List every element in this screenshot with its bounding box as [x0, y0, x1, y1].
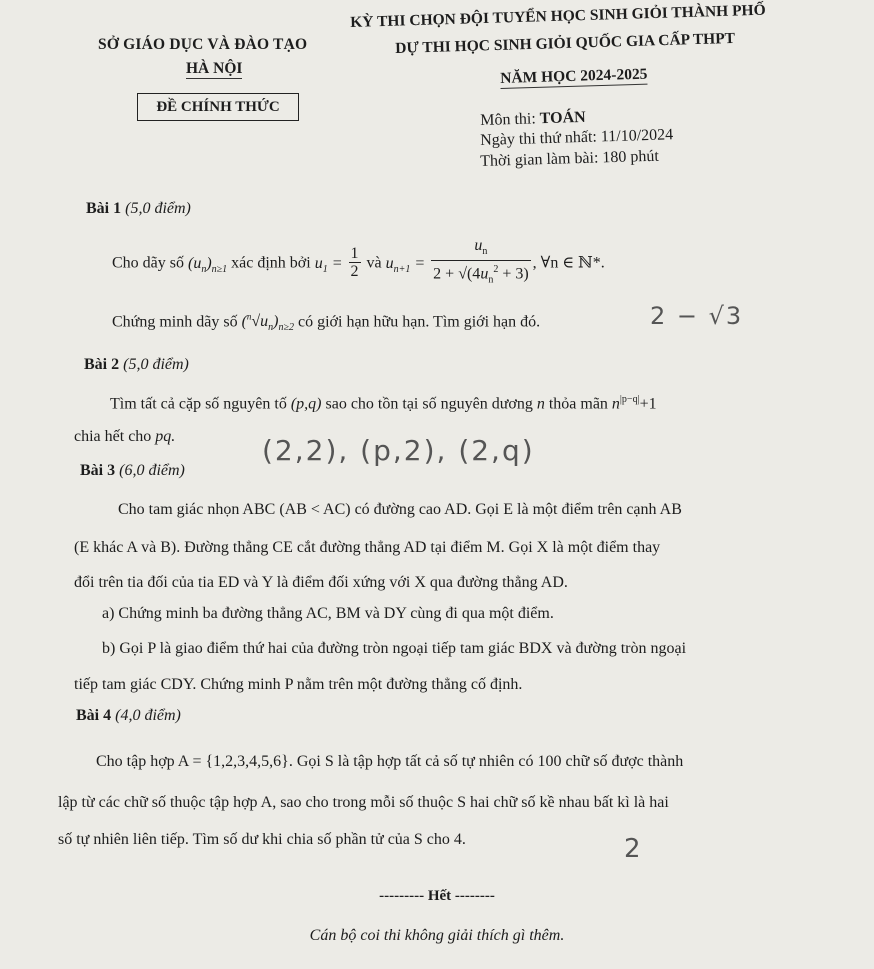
handwritten-answer-4: 2	[624, 834, 643, 864]
school-year: NĂM HỌC 2024-2025	[500, 65, 648, 87]
problem-4-line3: số tự nhiên liên tiếp. Tìm số dư khi chia số phần tử của S cho 4.	[58, 831, 466, 848]
fraction-half: $\frac{1}{2}$	[350, 245, 359, 281]
problem-1-heading: Bài 1 (5,0 điểm)	[86, 200, 191, 217]
problem-3-line1: Cho tam giác nhọn ABC (AB < AC) có đường cao AD. Gọi E là một điểm trên cạnh AB	[118, 501, 682, 518]
official-stamp-box: ĐỀ CHÍNH THỨC	[137, 93, 299, 121]
problem-4-line1: Cho tập hợp A = {1,2,3,4,5,6}. Gọi S là tập hợp tất cả số tự nhiên có 100 chữ số được thành	[96, 753, 684, 770]
department-name: SỞ GIÁO DỤC VÀ ĐÀO TẠO	[98, 36, 308, 53]
proctor-note: Cán bộ coi thi không giải thích gì thêm.	[309, 927, 565, 944]
problem-3-heading: Bài 3 (6,0 điểm)	[80, 462, 185, 479]
problem-3-line3: đổi trên tia đối của tia ED và Y là điểm đối xứng với X qua đường thẳng AD.	[74, 574, 568, 591]
problem-2-line2: chia hết cho pq.	[74, 428, 176, 445]
subject-line: Môn thi: TOÁN	[480, 108, 586, 129]
problem-3-part-b-line1: b) Gọi P là giao điểm thứ hai của đường tròn ngoại tiếp tam giác BDX và đường tròn ngoại	[102, 640, 687, 657]
problem-3-line2: (E khác A và B). Đường thẳng CE cắt đường thẳng AD tại điểm M. Gọi X là một điểm thay	[74, 539, 661, 556]
problem-4-heading: Bài 4 (4,0 điểm)	[76, 707, 181, 724]
problem-1-line2: Chứng minh dãy số $(^n√u_n)_{n\ge 2}$ có giới hạn hữu hạn. Tìm giới hạn đó.	[112, 312, 541, 334]
exam-title-line2: DỰ THI HỌC SINH GIỎI QUỐC GIA CẤP THPT	[395, 29, 736, 57]
exam-title-line1: KỲ THI CHỌN ĐỘI TUYỂN HỌC SINH GIỎI THÀNH PHỐ	[350, 1, 766, 31]
department-city: HÀ NỘI	[186, 60, 243, 77]
problem-4-line2: lập từ các chữ số thuộc tập hợp A, sao cho trong mỗi số thuộc S hai chữ số kề nhau bất kì là hai	[58, 794, 669, 811]
handwritten-answer-2: (2,2), (p,2), (2,q)	[262, 434, 535, 467]
problem-1-line1: Cho dãy số $(u_n)_{n\ge 1}$ xác định bởi $u_1$ = $\frac{1}{2}$ và $u_{n+1}$ = $\frac{u_n}{2 + √(4u_n^2 + 3)}$ , ∀n ∈ ℕ*.	[112, 238, 605, 290]
exam-date: Ngày thi thứ nhất: 11/10/2024	[480, 126, 674, 149]
fraction-recurrence: $\frac{u_n}{2 + √(4u_n^2 + 3)}$	[433, 237, 529, 286]
problem-3-part-b-line2: tiếp tam giác CDY. Chứng minh P nằm trên một đường thẳng cố định.	[74, 676, 523, 693]
handwritten-answer-1: 2 − √3	[650, 302, 744, 330]
problem-2-line1: Tìm tất cả cặp số nguyên tố (p,q) sao cho tồn tại số nguyên dương n thỏa mãn $n^{|p-q|}+1$	[110, 394, 657, 413]
problem-3-part-a: a) Chứng minh ba đường thẳng AC, BM và DY cùng đi qua một điểm.	[102, 605, 554, 622]
end-marker: --------- Hết --------	[379, 888, 495, 904]
exam-duration: Thời gian làm bài: 180 phút	[480, 147, 660, 170]
problem-2-heading: Bài 2 (5,0 điểm)	[84, 356, 189, 373]
